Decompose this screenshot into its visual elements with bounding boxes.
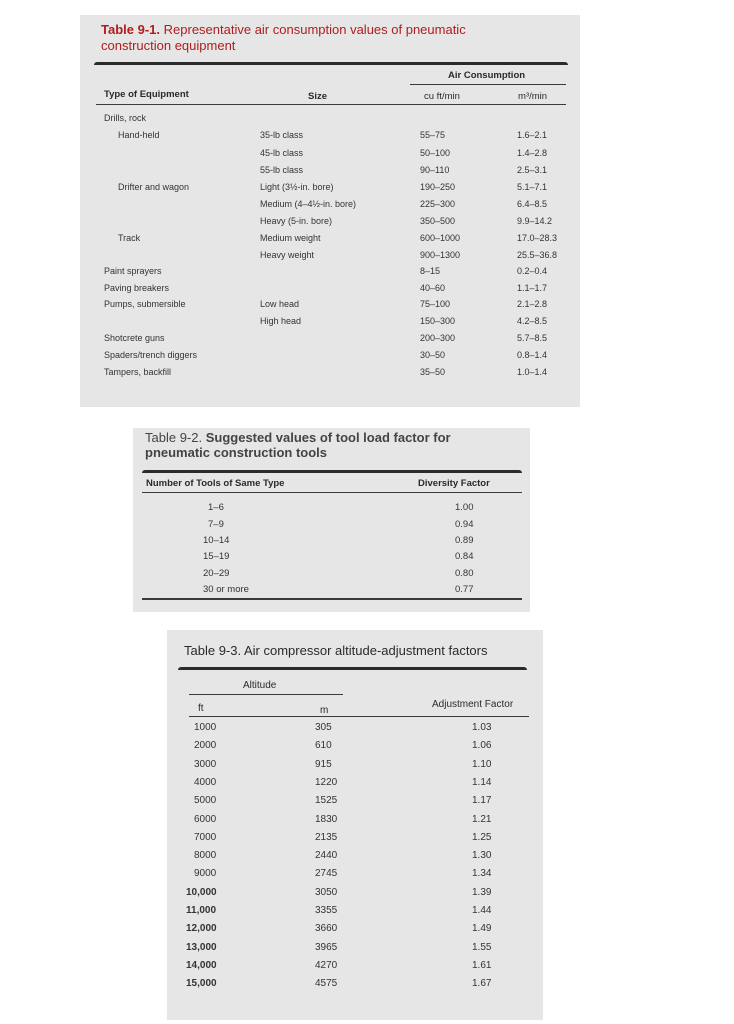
table-9-2-header-rule [142,492,522,493]
altitude-m-cell: 3660 [315,923,338,935]
equipment-type-cell: Spaders/trench diggers [104,350,198,360]
diversity-factor-cell: 0.77 [455,584,474,595]
table-9-1-header-rule [96,104,566,105]
size-cell: Low head [260,299,300,309]
cuft-cell: 50–100 [420,148,451,158]
altitude-ft-cell: 1000 [194,722,217,733]
altitude-m-cell: 3355 [315,905,338,916]
cuft-cell: 35–50 [420,367,446,377]
col-header-m: m [320,705,329,716]
cuft-cell: 150–300 [420,316,456,326]
altitude-ft-cell: 9000 [194,868,217,880]
col-header-size: Size [308,91,328,102]
m3-cell: 2.5–3.1 [517,165,548,175]
adjustment-factor-cell: 1.21 [472,813,492,825]
table-9-1-title-line2: construction equipment [101,38,236,53]
size-cell: High head [260,316,302,326]
altitude-m-cell: 3050 [315,886,338,898]
adjustment-factor-cell: 1.61 [472,959,492,971]
size-cell: 55-lb class [260,165,304,175]
equipment-type-cell: Tampers, backfill [104,367,172,377]
air-consumption-group-rule [410,84,566,85]
col-header-type: Type of Equipment [104,89,189,100]
altitude-ft-cell: 8000 [194,850,217,862]
altitude-ft-cell: 12,000 [186,923,217,935]
altitude-m-cell: 4270 [315,959,338,971]
table-9-3-header-rule [189,716,529,717]
size-cell: Heavy (5-in. bore) [260,216,333,226]
cuft-cell: 350–500 [420,216,456,226]
adjustment-factor-cell: 1.25 [472,831,492,843]
table-9-2-bottom-rule [142,598,522,600]
cuft-cell: 40–60 [420,283,446,293]
diversity-factor-cell: 0.84 [455,551,474,562]
adjustment-factor-cell: 1.55 [472,941,492,953]
equipment-type-cell: Pumps, submersible [104,299,186,309]
col-header-ft: ft [198,703,204,714]
table-9-2-title-line1: Suggested values of tool load factor for [205,430,451,445]
col-header-tools: Number of Tools of Same Type [146,478,285,489]
size-cell: Medium (4–4½-in. bore) [260,199,357,209]
adjustment-factor-cell: 1.14 [472,776,492,788]
altitude-m-cell: 2135 [315,831,338,843]
m3-cell: 9.9–14.2 [517,216,553,226]
diversity-factor-cell: 0.89 [455,535,474,546]
m3-cell: 25.5–36.8 [517,250,558,260]
altitude-m-cell: 1525 [315,795,338,807]
adjustment-factor-cell: 1.49 [472,923,492,935]
m3-cell: 0.2–0.4 [517,266,548,276]
altitude-m-cell: 1830 [315,813,338,825]
tools-count-cell: 15–19 [203,551,230,562]
equipment-type-cell: Hand-held [118,130,160,140]
size-cell: Light (3½-in. bore) [260,182,334,192]
diversity-factor-cell: 0.94 [455,519,474,530]
cuft-cell: 225–300 [420,199,456,209]
altitude-ft-cell: 2000 [194,740,217,752]
air-consumption-group-header: Air Consumption [448,70,526,81]
tools-count-cell: 10–14 [203,535,230,546]
col-header-diversity: Diversity Factor [418,478,490,489]
cuft-cell: 90–110 [420,165,450,175]
m3-cell: 5.7–8.5 [517,333,548,343]
equipment-type-cell: Paving breakers [104,283,170,293]
altitude-ft-cell: 4000 [194,776,217,788]
adjustment-factor-cell: 1.44 [472,905,492,916]
cuft-cell: 190–250 [420,182,456,192]
altitude-m-cell: 2440 [315,850,338,862]
section-label-drills: Drills, rock [104,113,146,123]
altitude-ft-cell: 3000 [194,758,217,770]
m3-cell: 1.4–2.8 [517,148,548,158]
equipment-type-cell: Shotcrete guns [104,333,165,343]
size-cell: Heavy weight [260,250,315,260]
tools-count-cell: 1–6 [208,502,224,513]
cuft-cell: 600–1000 [420,233,461,243]
altitude-ft-cell: 10,000 [186,886,217,898]
m3-cell: 1.1–1.7 [517,283,548,293]
altitude-m-cell: 915 [315,758,332,770]
table-9-1-title-line1: Representative air consumption values of pneumatic [163,22,466,37]
adjustment-factor-cell: 1.17 [472,795,492,807]
diversity-factor-cell: 0.80 [455,568,474,579]
altitude-m-cell: 610 [315,740,332,752]
altitude-m-cell: 305 [315,722,332,733]
m3-cell: 17.0–28.3 [517,233,558,243]
tools-count-cell: 20–29 [203,568,230,579]
altitude-group-rule [189,694,343,695]
table-9-1-caption [101,22,571,54]
cuft-cell: 75–100 [420,299,451,309]
m3-cell: 1.6–2.1 [517,130,548,140]
equipment-type-cell: Drifter and wagon [118,182,190,192]
adjustment-factor-cell: 1.39 [472,886,492,898]
altitude-m-cell: 1220 [315,776,338,788]
table-9-3-caption [184,643,534,659]
altitude-m-cell: 2745 [315,868,338,880]
altitude-ft-cell: 15,000 [186,978,217,990]
m3-cell: 6.4–8.5 [517,199,548,209]
size-cell: 45-lb class [260,148,304,158]
m3-cell: 4.2–8.5 [517,316,548,326]
altitude-ft-cell: 6000 [194,813,217,825]
cuft-cell: 8–15 [420,266,441,276]
size-cell: 35-lb class [260,130,304,140]
equipment-type-cell: Track [118,233,141,243]
col-header-m3: m³/min [518,91,548,102]
table-9-2-top-rule [142,470,522,473]
cuft-cell: 55–75 [420,130,446,140]
adjustment-factor-cell: 1.03 [472,722,492,733]
cuft-cell: 30–50 [420,350,446,360]
table-9-2-title-line2: pneumatic construction tools [145,445,328,460]
altitude-ft-cell: 7000 [194,831,217,843]
cuft-cell: 200–300 [420,333,456,343]
table-9-3-top-rule [178,667,527,670]
altitude-ft-cell: 11,000 [186,905,217,916]
altitude-ft-cell: 5000 [194,795,217,807]
equipment-type-cell: Paint sprayers [104,266,162,276]
m3-cell: 2.1–2.8 [517,299,548,309]
table-9-1-label: Table 9-1. [101,22,161,37]
table-9-3-title: Air compressor altitude-adjustment factors [244,643,488,658]
table-9-3-label: Table 9-3. [184,643,242,658]
altitude-ft-cell: 14,000 [186,959,217,971]
col-header-cuft: cu ft/min [424,91,460,102]
m3-cell: 5.1–7.1 [517,182,548,192]
tools-count-cell: 7–9 [208,519,224,530]
adjustment-factor-cell: 1.06 [472,740,492,752]
altitude-group-header: Altitude [243,680,277,691]
table-9-1-top-rule [94,62,568,65]
table-9-2-caption [145,430,525,460]
adjustment-factor-cell: 1.30 [472,850,492,862]
m3-cell: 1.0–1.4 [517,367,548,377]
m3-cell: 0.8–1.4 [517,350,548,360]
altitude-ft-cell: 13,000 [186,941,217,953]
tools-count-cell: 30 or more [203,584,249,595]
col-header-adjustment: Adjustment Factor [432,699,514,710]
cuft-cell: 900–1300 [420,250,461,260]
adjustment-factor-cell: 1.10 [472,758,492,770]
altitude-m-cell: 4575 [315,978,338,990]
table-9-2-label: Table 9-2. [145,430,203,445]
adjustment-factor-cell: 1.67 [472,978,492,990]
diversity-factor-cell: 1.00 [455,502,474,513]
size-cell: Medium weight [260,233,321,243]
altitude-m-cell: 3965 [315,941,338,953]
adjustment-factor-cell: 1.34 [472,868,492,880]
